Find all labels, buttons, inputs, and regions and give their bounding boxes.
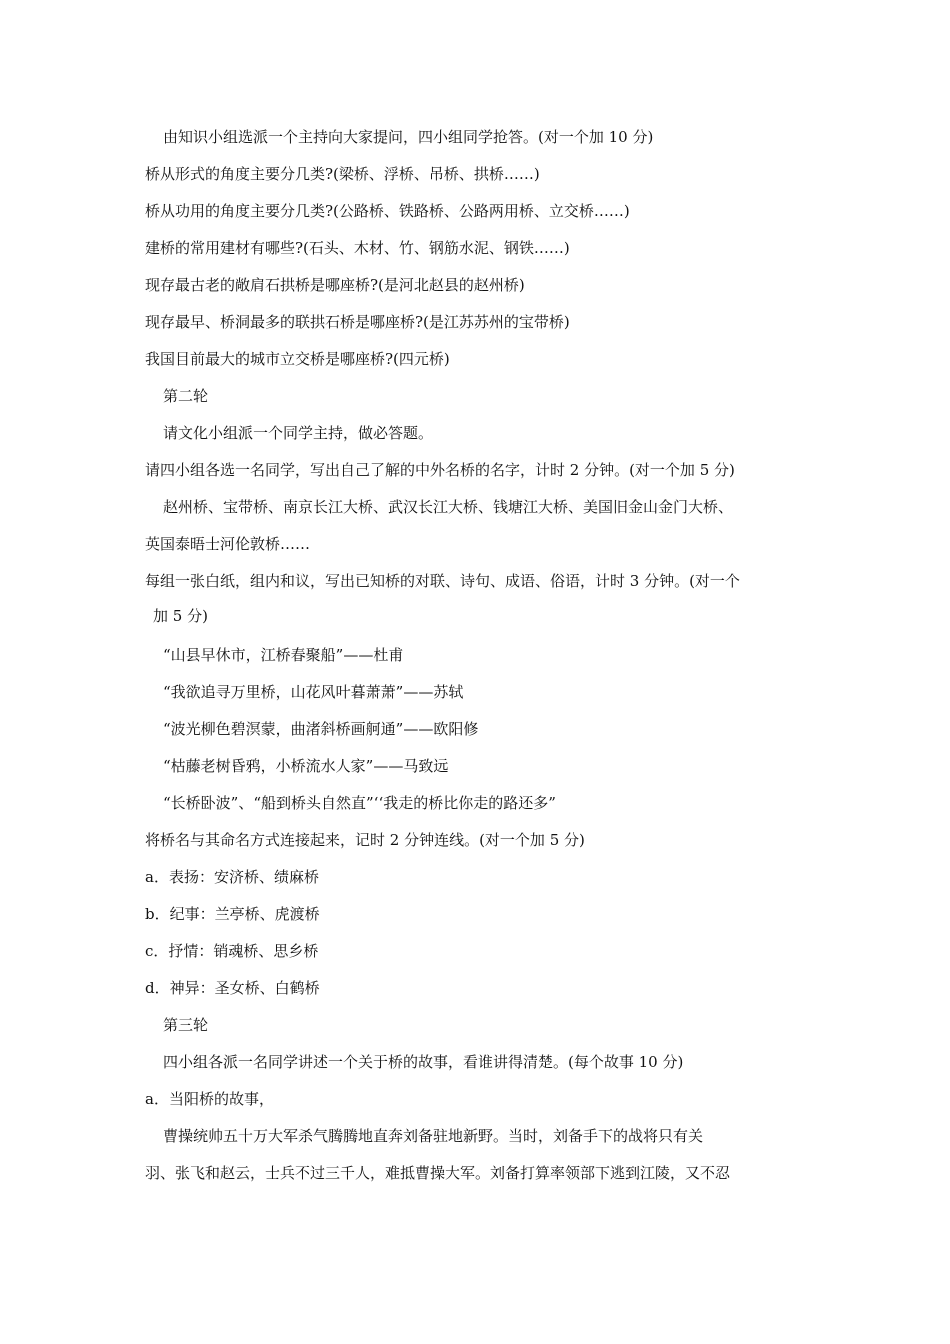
- quote-line: “波光柳色碧溟蒙，曲渚斜桥画舸通”——欧阳修: [163, 720, 479, 738]
- section-heading: 第三轮: [163, 1016, 209, 1034]
- text-line: 现存最古老的敞肩石拱桥是哪座桥?(是河北赵县的赵州桥): [145, 276, 525, 294]
- section-heading: 第二轮: [163, 387, 209, 405]
- list-item: b．纪事：兰亭桥、虎渡桥: [145, 905, 320, 923]
- list-item: d．神异：圣女桥、白鹤桥: [145, 979, 320, 997]
- text-line: 建桥的常用建材有哪些?(石头、木材、竹、钢筋水泥、钢铁……): [145, 239, 570, 257]
- text-line: 四小组各派一名同学讲述一个关于桥的故事，看谁讲得清楚。(每个故事 10 分): [163, 1053, 684, 1071]
- text-line: 桥从形式的角度主要分几类?(梁桥、浮桥、吊桥、拱桥……): [145, 165, 540, 183]
- text-line: 我国目前最大的城市立交桥是哪座桥?(四元桥): [145, 350, 450, 368]
- list-item: c．抒情：销魂桥、思乡桥: [145, 942, 319, 960]
- quote-line: “长桥卧波”、“船到桥头自然直”‘‘我走的桥比你走的路还多”: [163, 794, 556, 812]
- list-item: a．表扬：安济桥、绩麻桥: [145, 868, 319, 886]
- text-line: 曹操统帅五十万大军杀气腾腾地直奔刘备驻地新野。当时，刘备手下的战将只有关: [163, 1127, 704, 1145]
- text-line: 由知识小组选派一个主持向大家提问，四小组同学抢答。(对一个加 10 分): [163, 128, 654, 146]
- text-line: 现存最早、桥洞最多的联拱石桥是哪座桥?(是江苏苏州的宝带桥): [145, 313, 570, 331]
- quote-line: “山县早休市，江桥春聚船”——杜甫: [163, 646, 404, 664]
- text-line: 赵州桥、宝带桥、南京长江大桥、武汉长江大桥、钱塘江大桥、美国旧金山金门大桥、: [163, 498, 734, 516]
- text-line: 羽、张飞和赵云，士兵不过三千人，难抵曹操大军。刘备打算率领部下逃到江陵，又不忍: [145, 1164, 731, 1182]
- quote-line: “枯藤老树昏鸦，小桥流水人家”——马致远: [163, 757, 449, 775]
- text-line: 请文化小组派一个同学主持，做必答题。: [163, 424, 434, 442]
- text-line: 桥从功用的角度主要分几类?(公路桥、铁路桥、公路两用桥、立交桥……): [145, 202, 630, 220]
- list-item: a．当阳桥的故事，: [145, 1090, 274, 1108]
- text-line: 加 5 分): [153, 607, 208, 625]
- text-line: 将桥名与其命名方式连接起来，记时 2 分钟连线。(对一个加 5 分): [145, 831, 585, 849]
- text-line: 每组一张白纸，组内和议，写出已知桥的对联、诗句、成语、俗语，计时 3 分钟。(对一个: [145, 572, 740, 590]
- quote-line: “我欲追寻万里桥，山花风叶暮萧萧”——苏轼: [163, 683, 464, 701]
- text-line: 英国泰晤士河伦敦桥……: [145, 535, 311, 553]
- text-line: 请四小组各选一名同学，写出自己了解的中外名桥的名字，计时 2 分钟。(对一个加 5 分): [145, 461, 735, 479]
